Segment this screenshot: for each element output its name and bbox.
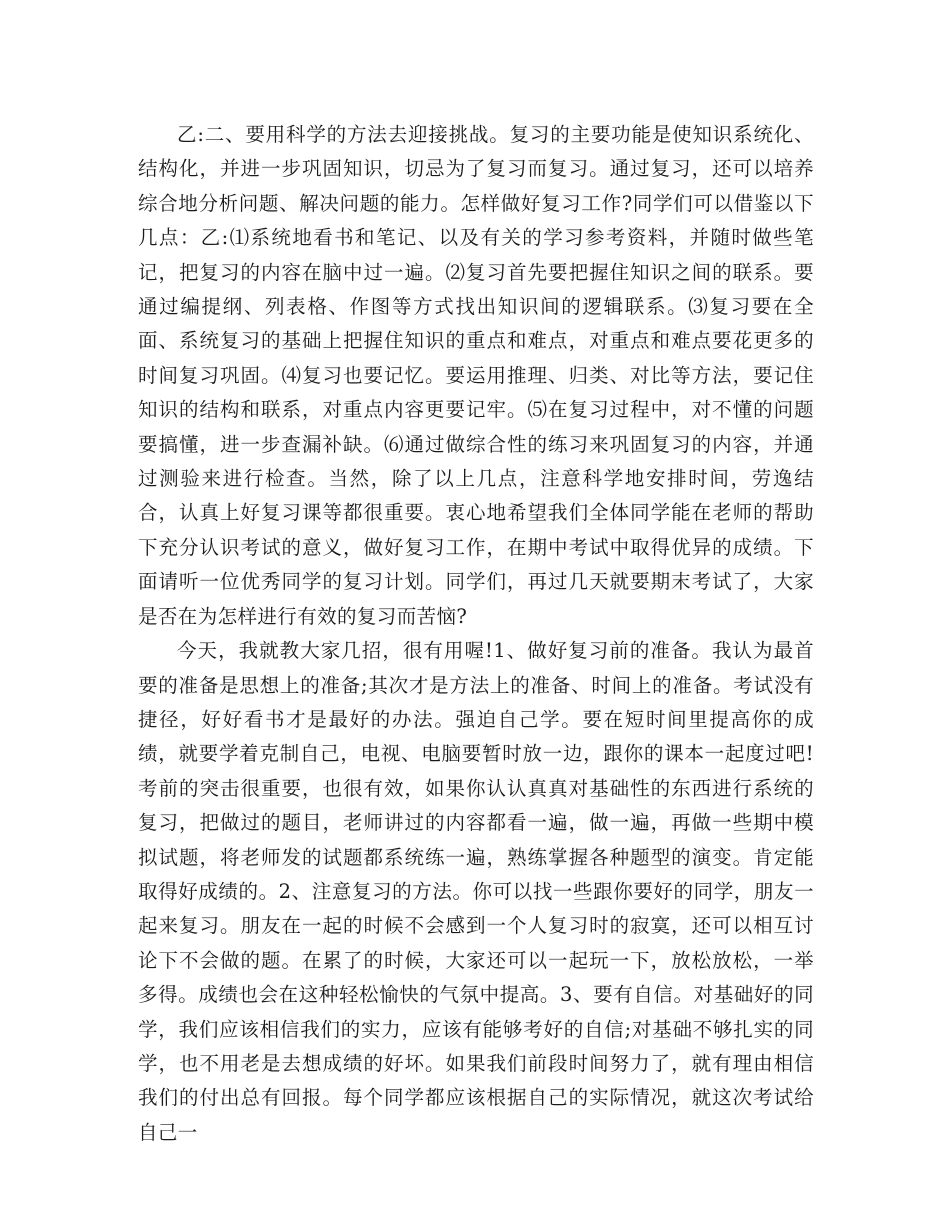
paragraph-2: 今天，我就教大家几招，很有用喔!1、做好复习前的准备。我认为最首要的准备是思想上的准备;其次才是方法上的准备、时间上的准备。考试没有捷径，好好看书才是最好的办法。强迫自己学。要在短时间里提高你的成绩，就要学着克制自己，电视、电脑要暂时放一边，跟你的课本一起度过吧!考前的突击很重要，也很有效，如果你认认真真对基础性的东西进行系统的复习，把做过的题目，老师讲过的内容都看一遍，做一遍，再做一些期中模拟试题，将老师发的试题都系统练一遍，熟练掌握各种题型的演变。肯定能取得好成绩的。2、注意复习的方法。你可以找一些跟你要好的同学，朋友一起来复习。朋友在一起的时候不会感到一个人复习时的寂寞，还可以相互讨论下不会做的题。在累了的时候，大家还可以一起玩一下，放松放松，一举多得。成绩也会在这种轻松愉快的气氛中提高。3、要有自信。对基础好的同学，我们应该相信我们的实力，应该有能够考好的自信;对基础不够扎实的同学，也不用老是去想成绩的好坏。如果我们前段时间努力了，就有理由相信我们的付出总有回报。每个同学都应该根据自己的实际情况，就这次考试给自己一	[138, 639, 814, 1144]
paragraph-1: 乙:二、要用科学的方法去迎接挑战。复习的主要功能是使知识系统化、结构化，并进一步巩固知识，切忌为了复习而复习。通过复习，还可以培养综合地分析问题、解决问题的能力。怎样做好复习工作?同学们可以借鉴以下几点：乙:⑴系统地看书和笔记、以及有关的学习参考资料，并随时做些笔记，把复习的内容在脑中过一遍。⑵复习首先要把握住知识之间的联系。要通过编提纲、列表格、作图等方式找出知识间的逻辑联系。⑶复习要在全面、系统复习的基础上把握住知识的重点和难点，对重点和难点要花更多的时间复习巩固。⑷复习也要记忆。要运用推理、归类、对比等方法，要记住知识的结构和联系，对重点内容更要记牢。⑸在复习过程中，对不懂的问题要搞懂，进一步查漏补缺。⑹通过做综合性的练习来巩固复习的内容，并通过测验来进行检查。当然，除了以上几点，注意科学地安排时间，劳逸结合，认真上好复习课等都很重要。衷心地希望我们全体同学能在老师的帮助下充分认识考试的意义，做好复习工作，在期中考试中取得优异的成绩。下面请听一位优秀同学的复习计划。同学们，再过几天就要期末考试了，大家是否在为怎样进行有效的复习而苦恼?	[138, 123, 814, 628]
document-body	[138, 118, 814, 1150]
